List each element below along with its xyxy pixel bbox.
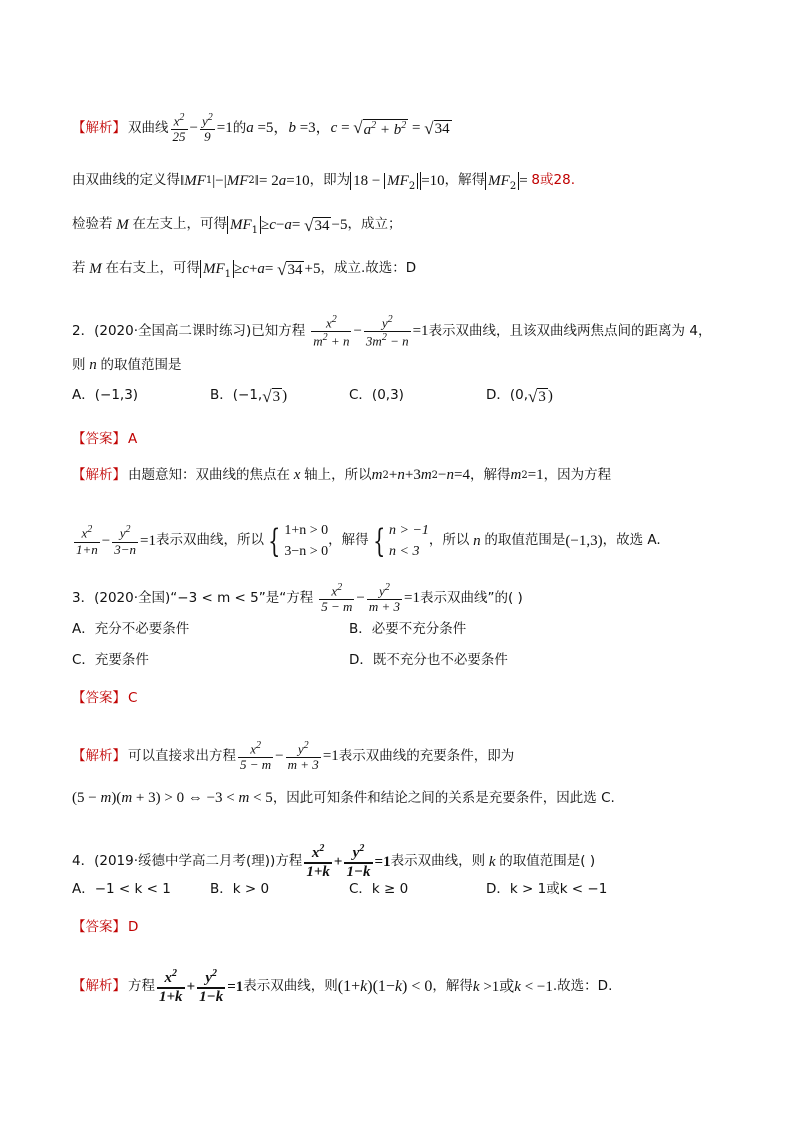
question-number: 3．	[72, 589, 95, 606]
answer-values: 8或28.	[531, 172, 575, 189]
fraction-y2-9: $\frac{y^2}{9}$	[201, 112, 213, 145]
text: 则	[72, 356, 86, 373]
question-3-stem: 3． (2020·全国) “−3 < m < 5”是“方程 $\frac{x^2}{5 - m}$ − $\frac{y^2}{m + 3}$ =1 表示双曲线”的( )	[72, 582, 523, 615]
text: 由双曲线的定义得	[72, 172, 180, 189]
answer-value: A	[128, 431, 138, 447]
text: ，解得	[444, 172, 486, 189]
explanation-line-4: 若 M 在右支上，可得 $MF_1$ ≥ c + a = √ 34 +5 ，成立.故选：D	[72, 259, 417, 280]
text: 的取值范围是( )	[499, 853, 596, 870]
text: 方程	[275, 853, 303, 870]
text: 方程	[128, 978, 155, 995]
text: ，所以	[428, 532, 470, 549]
text: 若	[72, 260, 86, 277]
text: 表示双曲线，且该双曲线两焦点间的距离为 4，	[428, 323, 712, 340]
question-3-explanation-2: (5 − m )( m + 3) > 0 ⇔ −3 < m < 5 ，因此可知条件和结论之间的关系是充要条件，因此选 C.	[72, 789, 615, 806]
text: 在右支上，可得	[105, 260, 200, 277]
question-3-explanation-1: 【解析】 可以直接求出方程 $\frac{x^2}{5 - m}$ − $\frac{y^2}{m + 3}$ =1 表示双曲线的充要条件，即为	[72, 740, 515, 773]
explanation-tag: 【解析】	[72, 119, 126, 136]
question-source: (2020·全国)	[94, 589, 171, 606]
explanation-tag: 【解析】	[72, 978, 126, 995]
text: 表示双曲线”的( )	[419, 589, 523, 606]
answer-tag: 【答案】	[72, 431, 126, 447]
text: 表示双曲线的充要条件，即为	[338, 747, 515, 764]
option-d[interactable]: D．既不充分也不必要条件	[349, 652, 508, 669]
text: ，解得	[328, 532, 369, 549]
question-4-answer	[72, 921, 734, 935]
text: ，因此可知条件和结论之间的关系是充要条件，因此选 C.	[272, 789, 615, 806]
option-a[interactable]: A．充分不必要条件	[72, 621, 190, 638]
text: 轴上，所以	[304, 466, 372, 483]
explanation-tag: 【解析】	[72, 466, 126, 483]
option-b[interactable]: B．必要不充分条件	[349, 621, 467, 638]
text: 检验若	[72, 216, 113, 233]
sqrt-34: √ 34	[424, 119, 450, 139]
text: 表示双曲线，所以	[156, 532, 264, 549]
question-2-stem-cont: 则 n 的取值范围是	[72, 356, 182, 373]
explanation-tag: 【解析】	[72, 747, 126, 764]
question-number: 2．	[72, 323, 95, 340]
option-b[interactable]: B．k > 0	[210, 881, 270, 898]
explanation-line-1: 【解析】 双曲线 $\frac{x^2}{25}$ − $\frac{y^2}{9}$ =1 的 a =5， b =3， c = √ $a^2 + b^2$ = √ 34	[72, 112, 450, 145]
text: 的	[232, 119, 247, 136]
question-source: (2020·全国高二课时练习)	[94, 323, 252, 340]
sqrt-a2-b2: √ $a^2 + b^2$	[353, 118, 407, 139]
text: ，成立.故选：D	[320, 260, 417, 277]
answer-value: C	[128, 690, 138, 706]
question-2-explanation-2: $\frac{x^2}{1+n}$ − $\frac{y^2}{3-n}$ =1 表示双曲线，所以 { 1+n > 0 3−n > 0 ，解得 { n > −1 n < 3 ，所以 n 的取值范围是 (−1,3) ，故选 A.	[76, 522, 661, 560]
text: “−3 < m < 5”是“方程	[170, 589, 314, 606]
option-d[interactable]: D．k > 1或k < −1	[486, 881, 608, 898]
question-4-stem: 4． (2019·绥德中学高二月考(理)) 方程 $\frac{x^2}{1+k}$ + $\frac{y^2}{1-k}$ =1 表示双曲线，则 k 的取值范围是( )	[72, 843, 596, 880]
question-source: (2019·绥德中学高二月考(理))	[94, 853, 276, 870]
explanation-line-3: 检验若 M 在左支上，可得 $MF_1$ ≥ c − a = √ 34 −5 ，成立；	[72, 215, 402, 236]
option-c[interactable]: C．k ≥ 0	[349, 881, 409, 898]
question-4-explanation: 【解析】 方程 $\frac{x^2}{1+k}$ + $\frac{y^2}{1-k}$ =1 表示双曲线，则 (1+ k )(1− k ) < 0 ，解得 k >1或 k < −1 .故选：D.	[72, 968, 613, 1005]
text: .故选：D.	[552, 978, 613, 995]
option-b[interactable]: B．(−1, √ 3 )	[210, 386, 288, 406]
text: 双曲线	[128, 119, 169, 136]
text: 可以直接求出方程	[128, 747, 236, 764]
option-d[interactable]: D．(0, √ 3 )	[486, 386, 553, 406]
answer-value: D	[128, 919, 139, 935]
text: ，故选 A.	[602, 532, 661, 549]
text: 已知方程	[251, 323, 306, 340]
text: ，解得	[469, 466, 511, 483]
text: ，即为	[309, 172, 351, 189]
explanation-line-2: 由双曲线的定义得 ‖ MF 1 |−| MF 2 ‖= 2 a =10 ，即为 $18 - MF_2$ =10 ，解得 $MF_2$ = 8或28.	[72, 172, 575, 192]
question-2-explanation-1: 【解析】 由题意知：双曲线的焦点在 x 轴上，所以 m 2 + n +3 m 2 − n =4 ，解得 m 2 =1 ，因为方程	[72, 466, 612, 483]
answer-tag: 【答案】	[72, 690, 126, 706]
text: 的取值范围是	[100, 356, 182, 373]
text: 的取值范围是	[484, 532, 566, 549]
fraction-x2-25: $\frac{x^2}{25}$	[172, 112, 186, 145]
text: ，因为方程	[543, 466, 612, 483]
question-3-answer	[72, 692, 734, 706]
text: 由题意知：双曲线的焦点在	[128, 466, 290, 483]
text: 表示双曲线，则	[243, 978, 338, 995]
text: 在左支上，可得	[132, 216, 227, 233]
question-number: 4．	[72, 853, 95, 870]
text: ，成立；	[347, 216, 402, 233]
answer-tag: 【答案】	[72, 919, 126, 935]
question-2-answer	[72, 433, 734, 447]
option-a[interactable]: A．−1 < k < 1	[72, 881, 171, 898]
option-a[interactable]: A．(−1,3)	[72, 387, 139, 404]
option-c[interactable]: C．充要条件	[72, 652, 149, 669]
text: ，解得	[432, 978, 473, 995]
text: 表示双曲线，则	[390, 853, 486, 870]
option-c[interactable]: C．(0,3)	[349, 387, 404, 404]
question-2-stem: 2． (2020·全国高二课时练习) 已知方程 $\frac{x^2}{m^2 + n}$ − $\frac{y^2}{3m^2 - n}$ =1 表示双曲线，且该双曲线两焦点间的距离为 4，	[72, 314, 712, 349]
